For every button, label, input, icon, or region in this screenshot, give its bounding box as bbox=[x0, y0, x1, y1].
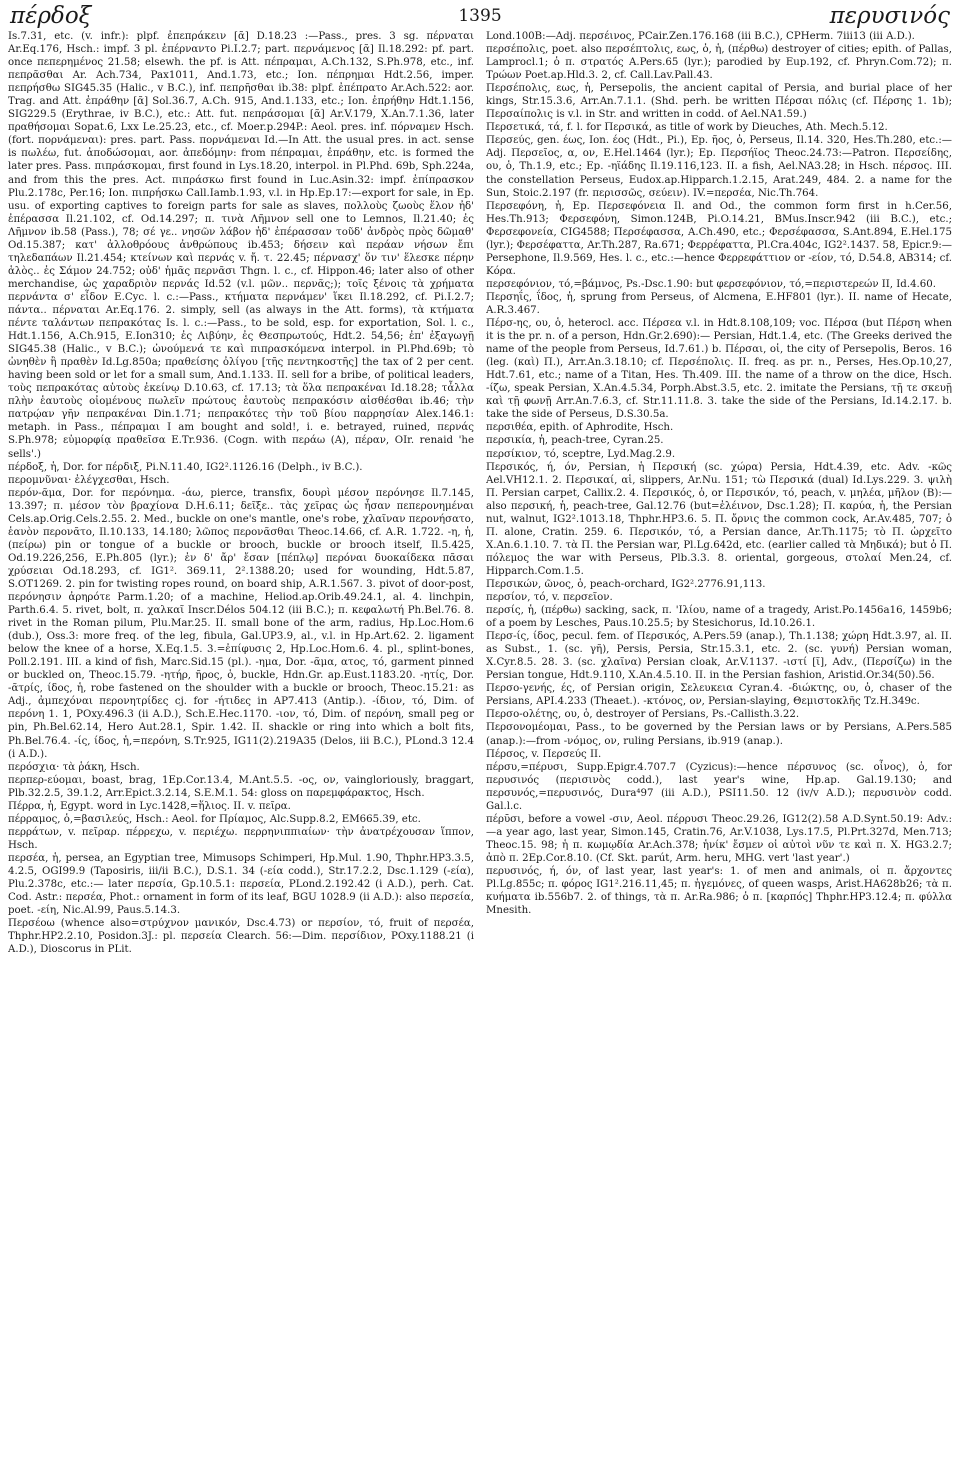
dictionary-entry: περσεφόνιον, τό,=βάμνος, Ps.-Dsc.1.90: but φερσεφόνιον, τό,=περιστερεών II, Id.4.60. bbox=[486, 278, 936, 290]
left-column bbox=[8, 30, 474, 1455]
dictionary-entry: Περσέπολις, εως, ἡ, Persepolis, the ancient capital of Persia, and burial place of her kings, Str.15.3.6, Arr.An.7.1.1. (Shd. perh. be written Πέρσαι πόλις (cf. Πέρσης 1. 1b); Περσαίπολις is v.l. in Str. and written in codd. of Ael.NA1.59.) bbox=[486, 83, 952, 121]
dictionary-entry: Περσο-ολέτης, ου, ὁ, destroyer of Persians, Ps.-Callisth.3.22. bbox=[486, 709, 800, 721]
dictionary-entry: Περσικών, ῶνος, ὁ, peach-orchard, IG2².2776.91,113. bbox=[486, 578, 766, 590]
dictionary-entry: περσέπολις, poet. also περσέπτολις, εως, ὁ, ἡ, (πέρθω) destroyer of cities; epith. of Pallas, Lamprocl.1; ὁ π. στρατός A.Pers.65 (lyr.); parodied by Eup.192, cf. Phryn.Com.72); π. Τρώων Poet.ap.Hld.3. 2, cf. Call.Lav.Pall.43. bbox=[486, 44, 952, 82]
dictionary-entry: περράτων, v. πεῖραρ. πέρρεχω, v. περιέχω. περρηνιππιαίων· τὴν ἀνατρέχουσαν ἵππον, Hsch. bbox=[8, 826, 474, 851]
right-running-headword: περυσινός bbox=[829, 3, 950, 29]
dictionary-entry: περόν-ᾶμα, Dor. for περόνημα. -άω, pierce, transfix, δουρὶ μέσον περόνησε Il.7.145, 13.397; π. μέσον τὸν βραχίονα D.H.6.11; δεῖξε.. τὰς χεῖρας ὡς ἦσαν πεπερονημέναι Cels.ap.Orig.Cels.2.55. 2. Med., buckle on one's mantle, one's robe, χλαῖναν περονήσατο, ἑανὸν περονᾶτο, Il.10.133, 14.180; λῶπος περονᾶσθαι Theoc.14.66, cf. A.R. 1.722. -η, ἡ, (πείρω) pin or tongue of a buckle or brooch, buckle or brooch itself, Il.5.425, Od.19.226,256, E.Ph.805 (lyr.); ἐν δ' ἄρ' ἔσαν [πέπλῳ] περόναι δυοκαίδεκα πᾶσαι χρύσειαι Od.18.293, cf. IG1². 369.11, 2².1388.20; used for wounding, Hdt.5.87, S.OT1269. 2. pin for twisting ropes round, on board ship, A.R.1.567. 3. pivot of door-post, περόνησιν ἀρηρότε Parm.1.20; of a machine, Heliod.ap.Orib.49.24.1, al. 4. linchpin, Parth.6.4. 5. rivet, bolt, π. χαλκαῖ Inscr.Délos 504.12 (iii B.C.); π. κεφαλωτή Ph.Bel.76. 8. rivet in the Roman pilum, Plu.Mar.25. II. small bone of the arm, radius, Hp.Loc.Hom.6 (dub.), Oss.3: more freq. of the leg, fibula, Gal.UP3.9, al., v.l. in Hp.Art.62. 2. ligament below the knee of a horse, X.Eq.1.5. 3.=ἐπίφυσις 2, Hp.Loc.Hom.6. 4. pl., splint-bones, Poll.2.191. III. a kind of fish, Marc.Sid.15 (pl.). -ημα, Dor. -ᾶμα, ατος, τό, garment pinned or buckled on, Theoc.15.79. -ητήρ, ῆρος, ὁ, buckle, Hdn.Gr. ap.Eust.1183.20. -ητίς, Dor. -ᾶτρίς, ίδος, ἡ, robe fastened on the shoulder with a buckle or brooch, Theoc.15.21: as Adj., ἀμπεχόναι περονητρίδες cj. for -ήτιδες in AP7.413 (Antip.). -ίδιον, τό, Dim. of περόνη 1. 1, POxy.496.3 (ii A.D.), Sch.E.Hec.1170. -ιον, τό, Dim. of περόνη, small peg or pin, Ph.Bel.62.14, Hero Aut.28.1, Spir. 1.42. II. shackle or ring into which a bolt fits, Ph.Bel.76.4. -ίς, ίδος, ἡ,=περόνη, S.Tr.925, IG11(2).219A35 (Delos, iii B.C.), PLond.3 12.4 (i A.D.). bbox=[8, 487, 474, 760]
dictionary-entry: Is.7.31, etc. (v. infr.): plpf. ἐπεπράκειν [ᾶ] D.18.23 :—Pass., pres. 3 sg. πέρναται Ar.Eq.176, Hsch.: impf. 3 pl. ἐπέρναντο Pi.I.2.7; part. περνάμενος [ᾶ] Il.18.292: pf. part. once πεπερημένος 21.58; elsewh. the pf. is Att. πέπραμαι, A.Ch.132, S.Ph.978, etc., inf. πεπρᾶσθαι Ar. Ach.734, Pax1011, And.1.73, etc.; Ion. πέπρημαι Hdt.2.56, imper. πεπρήσθω SIG45.35 (Halic., v B.C.), inf. πεπρῆσθαι ib.38: plpf. ἐπέπρατο Ar.Ach.522: aor. Trag. and Att. ἐπράθην [ᾶ] Sol.36.7, A.Ch. 915, And.1.133, etc.; Ion. ἐπρήθην Hdt.1.156, SIG229.5 (Erythrae, iv B.C.), etc.: Att. fut. πεπράσομαι [ᾶ] Ar.V.179, X.An.7.1.36, later πραθήσομαι Sopat.6, Lxx Le.25.23, etc., cf. Moer.p.294P.: Aeol. pres. inf. πόρναμεν Hsch. (fort. πορνάμεναι): pres. part. Pass. πορνάμεναι Id.—In Att. the usual pres. in act. sense is πωλέω, fut. ἀποδώσομαι, aor. ἀπεδόμην: from πέπραμαι, ἐπράθην, etc. is formed the later pres. Pass. πιπράσκομαι, first found in Lys.18.20, interpol. in Pl.Phd. 69b, Sph.224a, and from this the pres. Act. πιπράσκω first found in Luc.Asin.32: impf. ἐπίπρασκον Plu.2.178c, Per.16; Ion. πιπρήσκω Call.Iamb.1.93, v.l. in Hp.Ep.17:—export for sale, in Ep. usu. of exporting captives to foreign parts for sale as slaves, πολλοὺς ζωοὺς ἕλον ἠδ' ἐπέρασσα Il.21.102, cf. Od.14.297; π. τινὰ Λῆμνον sell one to Lemnos, Il.21.40; ἐς Λῆμνον ib.58 (Pass.), 78; σέ γε.. νησῶν λάβον ἠδ' ἐπέρασσαν τοῦδ' ἀνδρὸς πρὸς δῶμαθ' Od.15.387; κατ' ἀλλοθρόους ἀνθρώπους ib.453; δήσειν καὶ περάαν νήσων ἔπι τηλεδαπάων Il.21.454; κτείνων καὶ περνάς v. ἤ. τ. 22.45; πέρνασχ' ὅν τιν' ἕλεσκε πέρην ἁλὸς.. ἐς Σάμον 24.752; οὐδ' ἡμᾶς περνᾶσι Thgn. l. c., cf. Hippon.46; later also of other merchandise, ὡς χαραδριὸν περνάς Id.52 (v.l. μῶν.. περνᾶς;); τοῖς ξένοις τὰ χρήματα περνάντα σ' εἶδον E.Cyc. l. c.:—Pass., κτήματα περνάμεν' ἵκει Il.18.292, cf. Pi.I.2.7; πάντα.. πέρναται Ar.Eq.176. 2. simply, sell (as always in the Att. forms), τὰ κτήματα πέντε ταλάντων πεπρακότας Is. l. c.:—Pass., to be sold, esp. for exportation, Sol. l. c., Hdt.1.156, A.Ch.915, E.Ion310; ἐς Λιβύην, ἐς Θεσπρωτούς, Hdt.2. 54,56; ἐπ' ἐξαγωγῇ SIG45.38 (Halic., v B.C.); ὠνούμενά τε καὶ πιπρασκόμενα interpol. in Pl.Phd.69b; τὸ ὠνηθὲν ἢ πραθὲν Id.Lg.850a; πραθείσης ὀλίγου [τῆς πεντηκοστῆς] the tax of 2 per cent. having been sold or let for a small sum, And.1.133. II. sell for a bribe, of political leaders, τοὺς πεπρακότας αὑτοὺς ἐκείνῳ D.10.63, cf. 17.13; τὰ ὅλα πεπρακέναι Id.18.28; τἆλλα πλὴν ἑαυτοὺς οἰομένους πωλεῖν πρώτους ἑαυτοὺς πεπρακόσιν αἰσθέσθαι ib.46; τὴν πατρῴαν γῆν πεπρακέναι Din.1.71; πεπρακότες τὴν τοῦ βίου παρρησίαν Alex.146.1: metaph. in Pass., πέπραμαι I am bought and sold!, i. e. betrayed, ruined, περνάς S.Ph.978; εὐμορφίᾳ πραθεῖσα E.Tr.936. (Cogn. with περάω (A), πέραν, OIr. renaid 'he sells'.) bbox=[8, 31, 474, 460]
dictionary-entry: Πέρσος, v. Περσεύς II. bbox=[486, 748, 602, 760]
dictionary-entry: Περσονομέομαι, Pass., to be governed by the Persian laws or by Persians, A.Pers.585 (anap.):—from -νόμος, ον, ruling Persians, ib.919 (anap.). bbox=[486, 722, 952, 747]
dictionary-entry: Περσ-ίς, ίδος, pecul. fem. of Περσικός, A.Pers.59 (anap.), Th.1.138; χώρη Hdt.3.97, al. II. as Subst., 1. (sc. γῆ), Persis, Persia, Str.15.3.1, etc. 2. (sc. γυνή) Persian woman, X.Cyr.8.5. 28. 3. (sc. χλαῖνα) Persian cloak, Ar.V.1137. -ιστί [ῖ], Adv., (Περσίζω) in the Persian tongue, Hdt.9.110, X.An.4.5.10. II. in the Persian fashion, Aristid.Or.34(50).56. bbox=[486, 631, 952, 682]
dictionary-entry: Περσο-γενής, ές, of Persian origin, Σελευκεια Cyran.4. -διώκτης, ου, ὁ, chaser of the Persians, API.4.233 (Theaet.). -κτόνος, ον, Persian-slaying, Θεμιστοκλῆς Tz.H.349c. bbox=[486, 683, 952, 708]
dictionary-entry: περσίς, ἡ, (πέρθω) sacking, sack, π. 'Ιλίου, name of a tragedy, Arist.Po.1456a16, 1459b6; of a poem by Lesches, Paus.10.25.5; by Stesichorus, Id.10.26.1. bbox=[486, 605, 952, 630]
dictionary-entry: πέρῡσι, before a vowel -σιν, Aeol. πέρρυσι Theoc.29.26, IG12(2).58 A.D.Synt.50.19: Adv.:—a year ago, last year, Simon.145, Cratin.76, Ar.V.1038, Lys.17.5, Pl.Prt.327d, Men.713; Theoc.15. 98; ἡ π. κωμῳδία Ar.Ach.378; ἡνίκ' ἔσμεν οἱ αὐτοὶ νῦν τε καὶ π. X. HG3.2.7; ἀπὸ π. 2Ep.Cor.8.10. (Cf. Skt. parút, Arm. heru, MHG. vert 'last year'.) bbox=[486, 813, 952, 864]
dictionary-entry: περσίον, τό, v. περσεῖον. bbox=[486, 592, 613, 604]
dictionary-entry: Πέρσ-ης, ου, ὁ, heterocl. acc. Πέρσεα v.l. in Hdt.8.108,109; voc. Πέρσα (but Πέρση when it is the pr. n. of a person, Hdn.Gr.2.690):— Persian, Hdt.1.4, etc. (The Greeks derived the name of the people from Perseus, Id.7.61.) b. Πέρσαι, οἱ, the city of Persepolis, Beros. 16 (leg. (καὶ) Π.), Arr.An.3.18.10; cf. Περσέπολις. II. freq. as pr. n., Perses, Hes.Op.10,27, Hdt.7.61, etc.; name of a Titan, Hes. Th.409. III. the name of a throw on the dice, Hsch. -ίζω, speak Persian, X.An.4.5.34, Porph.Abst.3.5, etc. 2. imitate the Persians, τῇ τε σκευῇ καὶ τῇ φωνῇ Arr.An.7.6.3, cf. Str.11.11.8. 3. take the side of the Persians, Id.14.2.17. b. take the side of Perseus, D.S.30.5a. bbox=[486, 318, 952, 421]
dictionary-entry: περόσχια· τὰ ῥάκη, Hsch. bbox=[8, 761, 140, 773]
dictionary-entry: πέρραμος, ὁ,=βασιλεύς, Hsch.: Aeol. for Πρίαμος, Alc.Supp.8.2, EM665.39, etc. bbox=[8, 813, 421, 825]
page-header bbox=[8, 0, 952, 28]
dictionary-entry: περσίκιον, τό, sceptre, Lyd.Mag.2.9. bbox=[486, 448, 676, 460]
dictionary-entry: Περσεύς, gen. έως, Ion. έος (Hdt., Pi.), Ep. ῆος, ὁ, Perseus, Il.14. 320, Hes.Th.280, etc.:—Adj. Περσεῖος, α, ον, E.Hel.1464 (lyr.); Ep. Περσήϊος Theoc.24.73:—Patron. Περσείδης, ου, ὁ, Th.1.9, etc.; Ep. -ηϊάδης Il.19.116,123. II. a fish, Ael.NA3.28; in Hsch. πέρσος. III. the constellation Perseus, Eudox.ap.Hipparch.1.2.15, Arat.249, 484. 2. a name for the Sun, Stoic.2.197 (fr. περισσῶς, σεύειν). IV.=περσέα, Nic.Th.764. bbox=[486, 135, 952, 199]
right-column bbox=[486, 30, 952, 1455]
dictionary-entry: Lond.100B:—Adj. περσέινος, PCair.Zen.176.168 (iii B.C.), CPHerm. 7iii13 (iii A.D.). bbox=[486, 31, 915, 42]
text-columns bbox=[8, 30, 952, 1455]
dictionary-entry: Πέρρα, ἡ, Egypt. word in Lyc.1428,=ἥλιος. II. v. πεῖρα. bbox=[8, 800, 291, 812]
left-running-headword: πέρδοξ bbox=[10, 3, 92, 29]
dictionary-entry: περυσινός, ή, όν, of last year, last year's: 1. of men and animals, οἱ π. ἄρχοντες Pl.Lg.855c; π. φόρος IG1².216.11,45; π. ἡγεμόνες, of queen wasps, Arist.HA628b26; τὰ π. κυήματα ib.556b7. 2. of things, τὰ π. Ar.Ra.986; ὁ π. [καρπός] Thphr.HP3.12.4; π. φύλλα Mnesith. bbox=[486, 866, 952, 917]
dictionary-entry: Περσηΐς, ΐδος, ἡ, sprung from Perseus, of Alcmena, E.HF801 (lyr.). II. name of Hecate, A.R.3.467. bbox=[486, 291, 952, 316]
dictionary-entry: Περσικός, ή, όν, Persian, ἡ Περσική (sc. χώρα) Persia, Hdt.4.39, etc. Adv. -κῶς Ael.VH12.1. 2. Περσικαί, αἱ, slippers, Ar.Nu. 151; τὼ Περσικά (dual) Id.Lys.229. 3. ψιλὴ Π. Persian carpet, Callix.2. 4. Περσικός, ὁ, or Περσικόν, τό, peach, v. μηλέα, μῆλον (B):—also περσική, ἡ, peach-tree, Gal.12.76 (but=ἐλέινον, Dsc.1.28); Π. καρύα, ἡ, the Persian nut, walnut, IG2².1013.18, Thphr.HP3.6. 5. Π. ὄρνις the common cock, Ar.Av.485, 707; ὁ Π. alone, Cratin. 259. 6. Περσικόν, τό, a Persian dance, Ar.Th.1175; τὸ Π. ὠρχεῖτο X.An.6.1.10. 7. τὰ Π. the Persian war, Pl.Lg.642d, etc. (earlier called τὰ Μηδικά); but ὁ Π. πόλεμος the war with Perseus, Plb.3.3. 8. oriental, gorgeous, στολαί Men.24, cf. Hipparch.Com.1.5. bbox=[486, 461, 952, 577]
dictionary-entry: περπερ-εύομαι, boast, brag, 1Ep.Cor.13.4, M.Ant.5.5. -ος, ον, vaingloriously, braggart, Plb.32.2.5, 39.1.2, Arr.Epict.3.2.14, S.E.M.1. 54: gloss on παρεμφάρακτος, Hsch. bbox=[8, 774, 474, 799]
dictionary-entry: πέρδοξ, ἡ, Dor. for πέρδιξ, Pi.N.11.40, IG2².1126.16 (Delph., iv B.C.). bbox=[8, 461, 363, 473]
dictionary-entry: περσέα, ἡ, persea, an Egyptian tree, Mimusops Schimperi, Hp.Mul. 1.90, Thphr.HP3.3.5, 4.2.5, OGI99.9 (Taposiris, iii/ii B.C.), D.S.1. 34 (-εία codd.), Str.17.2.2, Dsc.1.129 (-εία), Plu.2.378c, etc.:— later περσία, Gp.10.5.1: περσεία, PLond.2.192.42 (i A.D.), perh. Cat. Cod. Astr.: περσέα, Phot.: ornament in form of its leaf, BGU 1028.9 (ii A.D.): also περσεία, poet. -είη, Nic.Al.99, Paus.5.14.3. bbox=[8, 852, 474, 917]
dictionary-entry: περομνῦναι· ἐλέγχεσθαι, Hsch. bbox=[8, 474, 170, 486]
dictionary-entry: Περσεφόνη, ἡ, Ep. Περσεφόνεια Il. and Od., the common form first in h.Cer.56, Hes.Th.913; Φερσεφόνη, Simon.124B, Pi.O.14.21, BMus.Inscr.942 (iii B.C.), etc.; Φερσεφονεία, CIG4588; Περσέφασσα, A.Ch.490, etc.; Φερσέφασσα, S.Ant.894, E.Hel.175 (lyr.); Φερσέφαττα, Ar.Th.287, Ra.671; Φερρέφαττα, Pl.Cra.404c, IG2².1437. 58, Epicr.9:—Persephone, Il.9.569, Hes. l. c., etc.:—hence Φερρεφάττιον or -είον, τό, D.54.8, AB314; cf. Κόρα. bbox=[486, 200, 952, 277]
dictionary-entry: περσικία, ἡ, peach-tree, Cyran.25. bbox=[486, 435, 664, 447]
dictionary-entry: πέρσυ,=πέρυσι, Supp.Epigr.4.707.7 (Cyzicus):—hence πέρσυνος (sc. οἶνος), ὁ, for περυσινός (περισινὸς codd.), last year's wine, Hp.ap. Gal.19.130; and περσυνός,=περυσινός, Dura⁴97 (iii A.D.), PSI11.50. 12 (iv/v A.D.); περυσινὸν codd. Gal.l.c. bbox=[486, 761, 952, 812]
dictionary-entry: περσιθέα, epith. of Aphrodite, Hsch. bbox=[486, 422, 674, 434]
page-number: 1395 bbox=[458, 6, 502, 26]
dictionary-entry: Περσέοω (whence also=στρύχνον μανικόν, Dsc.4.73) or περσίον, τό, fruit of περσέα, Thphr.HP2.2.10, Posidon.3J.: pl. περσεία Clearch. 56:—Dim. περσίδιον, POxy.1188.21 (i A.D.), Dioscorus in PLit. bbox=[8, 918, 474, 956]
dictionary-entry: Περσετικά, τά, f. l. for Περσικά, as title of work by Dieuches, Ath. Mech.5.12. bbox=[486, 122, 888, 134]
